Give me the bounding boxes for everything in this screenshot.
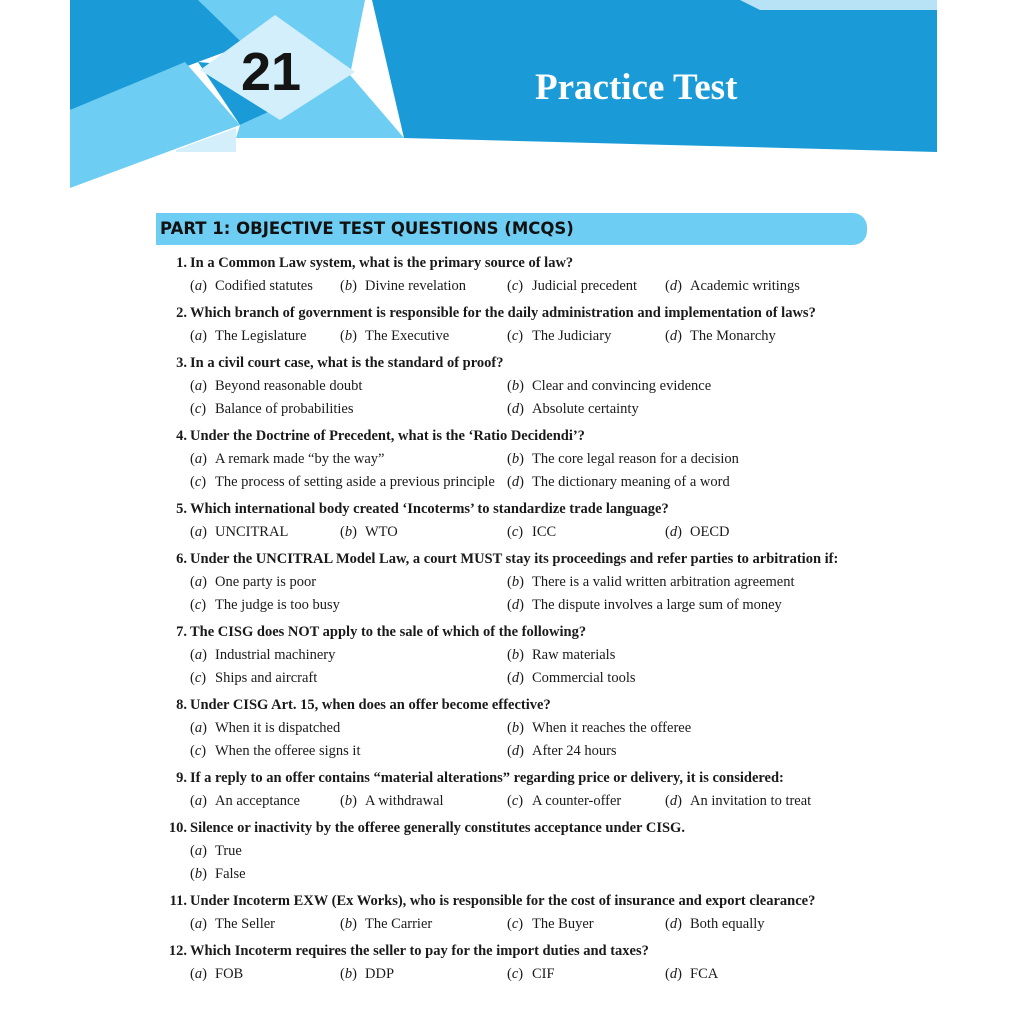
option-letter: a [194,916,203,932]
question-item [156,252,876,298]
option-letter: b [344,793,353,809]
option-list [156,644,876,690]
option-letter: b [344,524,353,540]
option-text: An acceptance [215,793,300,809]
option-text: One party is poor [215,574,317,590]
option-text: An invitation to treat [690,793,812,809]
answer-option [340,275,507,298]
answer-option [190,325,340,348]
option-text: CIF [532,966,555,982]
option-text: The Judiciary [532,328,612,344]
answer-option [507,471,824,494]
question-line [156,890,876,913]
option-text: Absolute certainty [532,401,639,417]
option-label: (b) [190,866,207,882]
option-label: (b) [340,278,357,294]
answer-option [507,594,824,617]
option-text: Ships and aircraft [215,670,318,686]
option-letter: a [194,793,203,809]
chapter-banner [0,0,1024,200]
answer-option [507,667,824,690]
option-letter: d [669,916,678,932]
option-text: OECD [690,524,730,540]
option-text: Divine revelation [365,278,467,294]
answer-option [507,275,665,298]
question-item [156,621,876,690]
option-letter: d [511,401,520,417]
question-number: 10. [168,820,187,836]
answer-option [190,448,507,471]
option-list [156,275,876,298]
question-text: In a Common Law system, what is the primary source of law? [190,255,574,271]
option-list [156,840,876,886]
option-text: False [215,866,246,882]
option-label: (d) [507,743,524,759]
option-label: (d) [507,401,524,417]
option-text: The dispute involves a large sum of money [532,597,782,613]
question-item [156,302,876,348]
option-label: (b) [340,966,357,982]
option-letter: b [511,647,520,663]
option-text: FOB [215,966,244,982]
answer-option [190,521,340,544]
question-text: The CISG does NOT apply to the sale of which of the following? [190,624,587,640]
option-letter: c [511,793,519,809]
question-number: 12. [168,943,187,959]
answer-option [340,913,507,936]
option-list [156,448,876,494]
answer-option [507,571,824,594]
question-item [156,548,876,617]
option-letter: c [194,670,202,686]
option-text: Raw materials [532,647,616,663]
option-text: Industrial machinery [215,647,336,663]
answer-option [507,375,824,398]
question-item [156,940,876,986]
option-letter: a [194,278,203,294]
question-line [156,694,876,717]
option-label: (a) [190,328,207,344]
answer-option [190,740,507,763]
option-letter: d [511,597,520,613]
option-label: (a) [190,574,207,590]
question-text: In a civil court case, what is the standard of proof? [190,355,504,371]
option-text: ICC [532,524,557,540]
answer-option [507,963,665,986]
question-item [156,498,876,544]
question-line [156,252,876,275]
question-text: Which Incoterm requires the seller to pay for the import duties and taxes? [190,943,649,959]
option-text: After 24 hours [532,743,617,759]
answer-option [507,740,824,763]
option-label: (b) [507,720,524,736]
answer-option [665,275,823,298]
option-label: (b) [340,793,357,809]
option-list [156,717,876,763]
option-text: When it reaches the offeree [532,720,692,736]
option-text: Clear and convincing evidence [532,378,712,394]
answer-option [190,840,590,863]
option-letter: c [511,916,519,932]
option-label: (c) [507,916,524,932]
option-text: The judge is too busy [215,597,340,613]
option-letter: b [511,574,520,590]
option-label: (a) [190,524,207,540]
answer-option [190,913,340,936]
option-label: (b) [340,524,357,540]
option-letter: a [194,647,203,663]
answer-option [507,521,665,544]
option-text: FCA [690,966,719,982]
question-number: 5. [176,501,187,517]
question-line [156,548,876,571]
question-number: 4. [176,428,187,444]
answer-option [507,717,824,740]
option-text: The process of setting aside a previous principle [215,474,495,490]
answer-option [340,325,507,348]
question-item [156,352,876,421]
option-text: The Monarchy [690,328,776,344]
answer-option [190,667,507,690]
option-text: The Executive [365,328,450,344]
question-text: Which international body created ‘Incoterms’ to standardize trade language? [190,501,669,517]
option-label: (b) [507,647,524,663]
question-text: Under CISG Art. 15, when does an offer become effective? [190,697,551,713]
answer-option [507,913,665,936]
option-label: (a) [190,378,207,394]
option-letter: c [511,524,519,540]
question-number: 6. [176,551,187,567]
option-label: (b) [340,916,357,932]
option-label: (c) [507,793,524,809]
question-line [156,302,876,325]
option-text: The Carrier [365,916,433,932]
question-item [156,767,876,813]
option-letter: b [344,966,353,982]
answer-option [665,963,823,986]
option-letter: c [194,474,202,490]
option-text: Commercial tools [532,670,636,686]
option-letter: a [194,966,203,982]
option-text: The Seller [215,916,275,932]
option-label: (c) [507,524,524,540]
answer-option [190,471,507,494]
option-label: (d) [665,278,682,294]
answer-option [190,571,507,594]
question-number: 2. [176,305,187,321]
question-item [156,817,876,886]
option-list [156,571,876,617]
option-letter: a [194,524,203,540]
option-letter: c [511,328,519,344]
option-letter: c [194,597,202,613]
option-letter: b [344,328,353,344]
answer-option [190,398,507,421]
question-line [156,352,876,375]
option-label: (a) [190,916,207,932]
question-line [156,425,876,448]
option-label: (c) [507,278,524,294]
banner-pale-strip-top [740,0,937,10]
option-label: (a) [190,647,207,663]
question-item [156,694,876,763]
answer-option [190,275,340,298]
option-letter: a [194,451,203,467]
option-letter: a [194,378,203,394]
chapter-title: Practice Test [535,67,738,108]
option-label: (c) [507,328,524,344]
option-letter: d [669,793,678,809]
option-letter: b [511,378,520,394]
option-label: (a) [190,278,207,294]
option-letter: c [511,278,519,294]
option-label: (a) [190,720,207,736]
answer-option [507,790,665,813]
answer-option [507,448,824,471]
answer-option [190,863,590,886]
option-label: (a) [190,966,207,982]
option-label: (c) [190,597,207,613]
answer-option [340,963,507,986]
option-letter: b [511,451,520,467]
option-letter: d [669,524,678,540]
answer-option [665,790,823,813]
option-text: DDP [365,966,395,982]
option-list [156,790,876,813]
answer-option [665,325,823,348]
option-letter: c [194,743,202,759]
question-number: 1. [176,255,187,271]
question-text: Under the Doctrine of Precedent, what is the ‘Ratio Decidendi’? [190,428,585,444]
option-text: Codified statutes [215,278,313,294]
option-label: (a) [190,451,207,467]
answer-option [507,325,665,348]
question-number: 11. [169,893,187,909]
option-label: (a) [190,843,207,859]
question-line [156,498,876,521]
option-text: A counter-offer [532,793,622,809]
option-text: When it is dispatched [215,720,341,736]
option-letter: c [511,966,519,982]
option-letter: d [669,278,678,294]
option-list [156,913,876,936]
option-label: (b) [507,451,524,467]
option-letter: a [194,574,203,590]
option-text: Beyond reasonable doubt [215,378,363,394]
option-letter: b [511,720,520,736]
answer-option [190,963,340,986]
question-list [156,252,876,990]
chapter-number: 21 [240,42,302,102]
option-label: (c) [190,670,207,686]
option-label: (c) [190,743,207,759]
question-number: 8. [176,697,187,713]
option-letter: a [194,328,203,344]
option-list [156,521,876,544]
question-text: Silence or inactivity by the offeree generally constitutes acceptance under CISG. [190,820,685,836]
option-letter: d [669,328,678,344]
option-text: The Buyer [532,916,594,932]
question-number: 3. [176,355,187,371]
option-text: A remark made “by the way” [215,451,385,467]
question-number: 9. [176,770,187,786]
option-label: (d) [507,474,524,490]
question-line [156,621,876,644]
option-text: Academic writings [690,278,800,294]
option-label: (a) [190,793,207,809]
section-header [156,213,867,245]
option-letter: a [194,720,203,736]
answer-option [190,375,507,398]
option-text: UNCITRAL [215,524,289,540]
answer-option [507,398,824,421]
question-number: 7. [176,624,187,640]
option-text: The dictionary meaning of a word [532,474,730,490]
answer-option [340,790,507,813]
answer-option [190,717,507,740]
option-text: True [215,843,242,859]
answer-option [665,913,823,936]
question-text: Under Incoterm EXW (Ex Works), who is responsible for the cost of insurance and export clearance? [190,893,816,909]
option-letter: a [194,843,203,859]
option-text: There is a valid written arbitration agreement [532,574,795,590]
question-item [156,425,876,494]
option-text: Judicial precedent [532,278,638,294]
option-label: (d) [665,793,682,809]
question-line [156,817,876,840]
option-label: (b) [507,574,524,590]
answer-option [190,594,507,617]
option-letter: b [344,278,353,294]
option-text: WTO [365,524,398,540]
option-label: (d) [665,966,682,982]
option-list [156,375,876,421]
option-text: A withdrawal [365,793,444,809]
option-letter: d [511,743,520,759]
option-letter: d [511,670,520,686]
question-text: Which branch of government is responsible for the daily administration and implementation of laws? [190,305,816,321]
option-label: (d) [507,670,524,686]
section-title: PART 1: OBJECTIVE TEST QUESTIONS (MCQS) [160,219,574,238]
option-list [156,325,876,348]
option-label: (c) [190,401,207,417]
option-label: (b) [507,378,524,394]
option-label: (d) [665,524,682,540]
option-text: Both equally [690,916,765,932]
answer-option [665,521,823,544]
option-letter: c [194,401,202,417]
option-letter: b [344,916,353,932]
option-text: Balance of probabilities [215,401,354,417]
question-item [156,890,876,936]
option-label: (d) [665,916,682,932]
option-text: When the offeree signs it [215,743,361,759]
answer-option [507,644,824,667]
option-label: (c) [507,966,524,982]
option-label: (d) [665,328,682,344]
option-text: The core legal reason for a decision [532,451,739,467]
question-text: If a reply to an offer contains “material alterations” regarding price or delivery, it is considered: [190,770,784,786]
option-label: (b) [340,328,357,344]
question-text: Under the UNCITRAL Model Law, a court MUST stay its proceedings and refer parties to arbitration if: [190,551,839,567]
answer-option [190,644,507,667]
option-list [156,963,876,986]
question-line [156,767,876,790]
option-label: (c) [190,474,207,490]
option-letter: d [669,966,678,982]
option-label: (d) [507,597,524,613]
option-text: The Legislature [215,328,307,344]
answer-option [190,790,340,813]
option-letter: b [194,866,203,882]
question-line [156,940,876,963]
option-letter: d [511,474,520,490]
answer-option [340,521,507,544]
